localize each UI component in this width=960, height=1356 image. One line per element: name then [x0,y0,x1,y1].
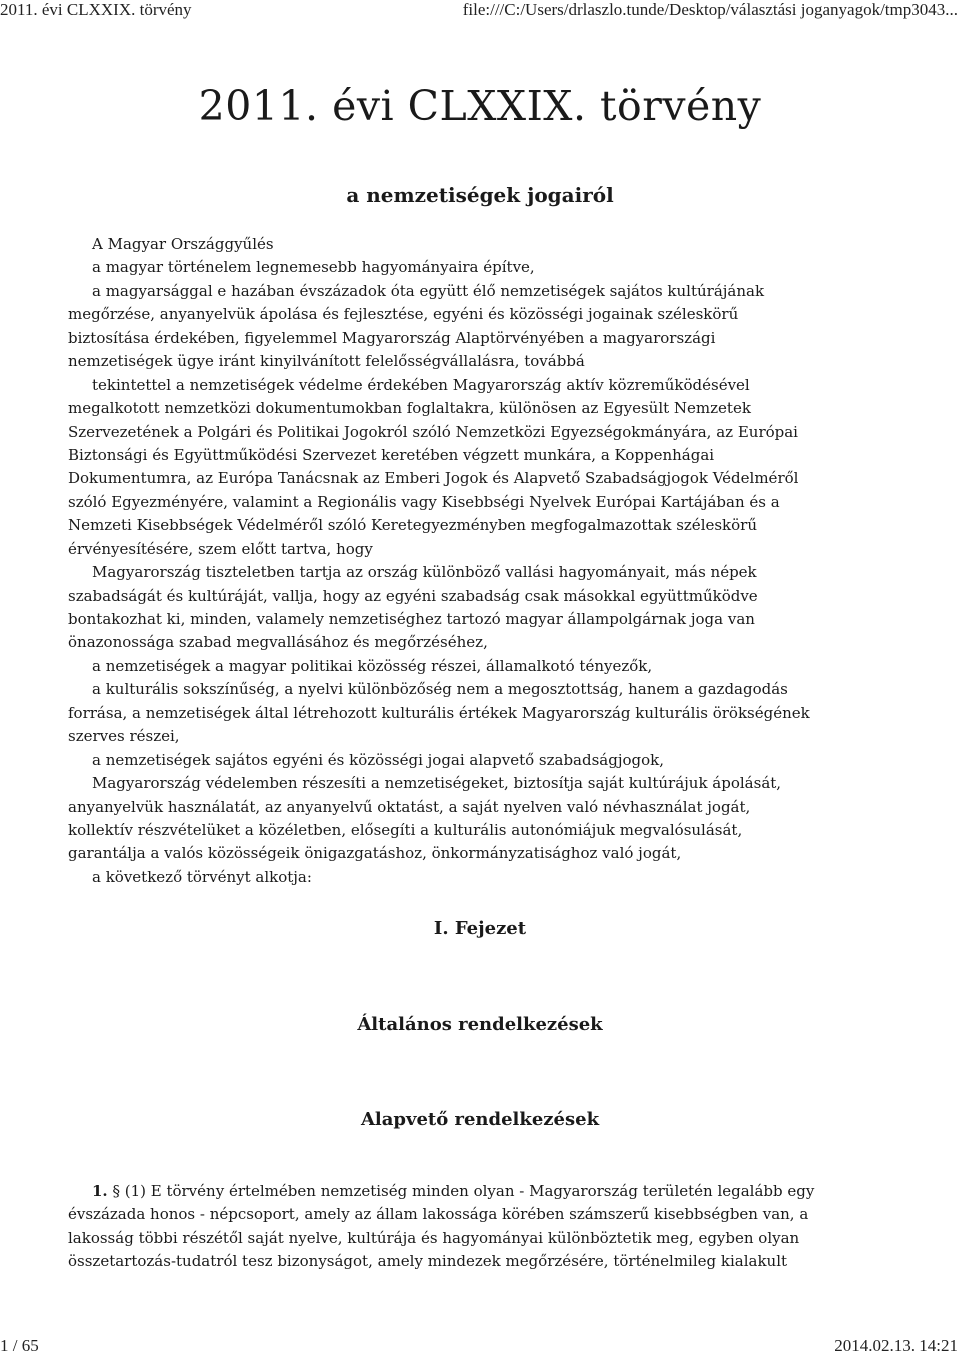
preamble-line: kollektív részvételüket a közéletben, elősegíti a kulturális autonómiájuk megvalósulását, [68,820,743,839]
preamble-line: bontakozhat ki, minden, valamely nemzetiséghez tartozó magyar állampolgárnak joga van [68,610,755,628]
section-1 [68,1180,898,1274]
text-line: évszázada honos - népcsoport, amely az állam lakossága körében számszerű kisebbségben van, a [68,1205,809,1224]
preamble-line: tekintettel a nemzetiségek védelme érdekében Magyarország aktív közreműködésével [92,375,750,394]
print-header-title: 2011. évi CLXXIX. törvény [0,0,192,19]
preamble-line: forrása, a nemzetiségek által létrehozott kulturális értékek Magyarország kulturális örökségének [68,703,810,722]
preamble-line: érvényesítésére, szem előtt tartva, hogy [68,539,373,558]
preamble-line: a magyarsággal e hazában évszázadok óta együtt élő nemzetiségek sajátos kultúrájának [92,281,765,300]
page-number: 1 / 65 [0,1336,39,1355]
preamble-line: a következő törvényt alkotja: [92,867,312,886]
preamble-line: a nemzetiségek sajátos egyéni és közösségi jogai alapvető szabadságjogok, [92,750,664,769]
preamble-line: megőrzése, anyanyelvük ápolása és fejlesztése, egyéni és közösségi jogainak széleskörű [68,305,739,324]
preamble-line: szerves részei, [68,727,180,746]
preamble-line: a magyar történelem legnemesebb hagyományaira építve, [92,258,535,277]
section-number: 1. [92,1182,108,1200]
preamble-line: önazonossága szabad megvallásához és megőrzéséhez, [68,633,488,652]
preamble-line: biztosítása érdekében, figyelemmel Magyarország Alaptörvényében a magyarországi [68,328,716,347]
preamble-line: megalkotott nemzetközi dokumentumokban foglaltakra, különösen az Egyesült Nemzetek [68,399,751,418]
preamble-line: szabadságát és kultúráját, vallja, hogy az egyéni szabadság csak másokkal együttműködve [68,586,758,605]
preamble-line: Dokumentumra, az Európa Tanácsnak az Emberi Jogok és Alapvető Szabadságjogok Védelméről [68,469,799,488]
preamble-line: Biztonsági és Együttműködési Szervezet keretében végzett munkára, a Koppenhágai [68,445,715,464]
preamble-line: a kulturális sokszínűség, a nyelvi különbözőség nem a megosztottság, hanem a gazdagodás [92,680,788,699]
chapter-heading: I. Fejezet [433,918,527,939]
preamble-line: Magyarország védelemben részesíti a nemzetiségeket, biztosítja saját kultúrájuk ápolását, [92,774,782,793]
print-header-url: file:///C:/Users/drlaszlo.tunde/Desktop/választási joganyagok/tmp3043... [462,0,958,19]
preamble-line: anyanyelvük használatát, az anyanyelvű oktatást, a saját nyelven való névhasználat jogát, [68,797,751,816]
section-text: § (1) E törvény értelmében nemzetiség minden olyan - Magyarország területén legalább egy [112,1182,815,1200]
preamble-line: Magyarország tiszteletben tartja az ország különböző vallási hagyományait, más népek [92,563,757,582]
preamble-line: Szervezetének a Polgári és Politikai Jogokról szóló Nemzetközi Egyezségokmányára, az Európai [68,422,798,441]
document-title: 2011. évi CLXXIX. törvény [198,82,762,130]
section-1-first-line [68,1180,898,1203]
preamble-line: szóló Egyezményére, valamint a Regionális vagy Kisebbségi Nyelvek Európai Kartájában és a [68,492,780,511]
preamble-line: garantálja a valós közösségeik önigazgatáshoz, önkormányzatisághoz való jogát, [68,844,682,863]
chapter-title: Általános rendelkezések [357,1014,603,1035]
print-datetime: 2014.02.13. 14:21 [834,1336,958,1355]
document-subtitle: a nemzetiségek jogairól [346,183,614,207]
preamble-line: Nemzeti Kisebbségek Védelméről szóló Keretegyezményben megfogalmazottak széleskörű [68,516,758,535]
text-line: összetartozás-tudatról tesz bizonyságot, amely mindezek megőrzésére, történelmileg kialakult [68,1252,788,1271]
text-line: lakosság többi részétől saját nyelve, kultúrája és hagyományai különböztetik meg, egyben olyan [68,1228,800,1247]
preamble-line: nemzetiségek ügye iránt kinyilvánított felelősségvállalásra, továbbá [68,352,585,371]
preamble-line: a nemzetiségek a magyar politikai közösség részei, államalkotó tényezők, [92,656,653,675]
preamble [68,233,898,889]
preamble-line: A Magyar Országgyűlés [92,235,274,253]
section-title: Alapvető rendelkezések [360,1109,600,1130]
